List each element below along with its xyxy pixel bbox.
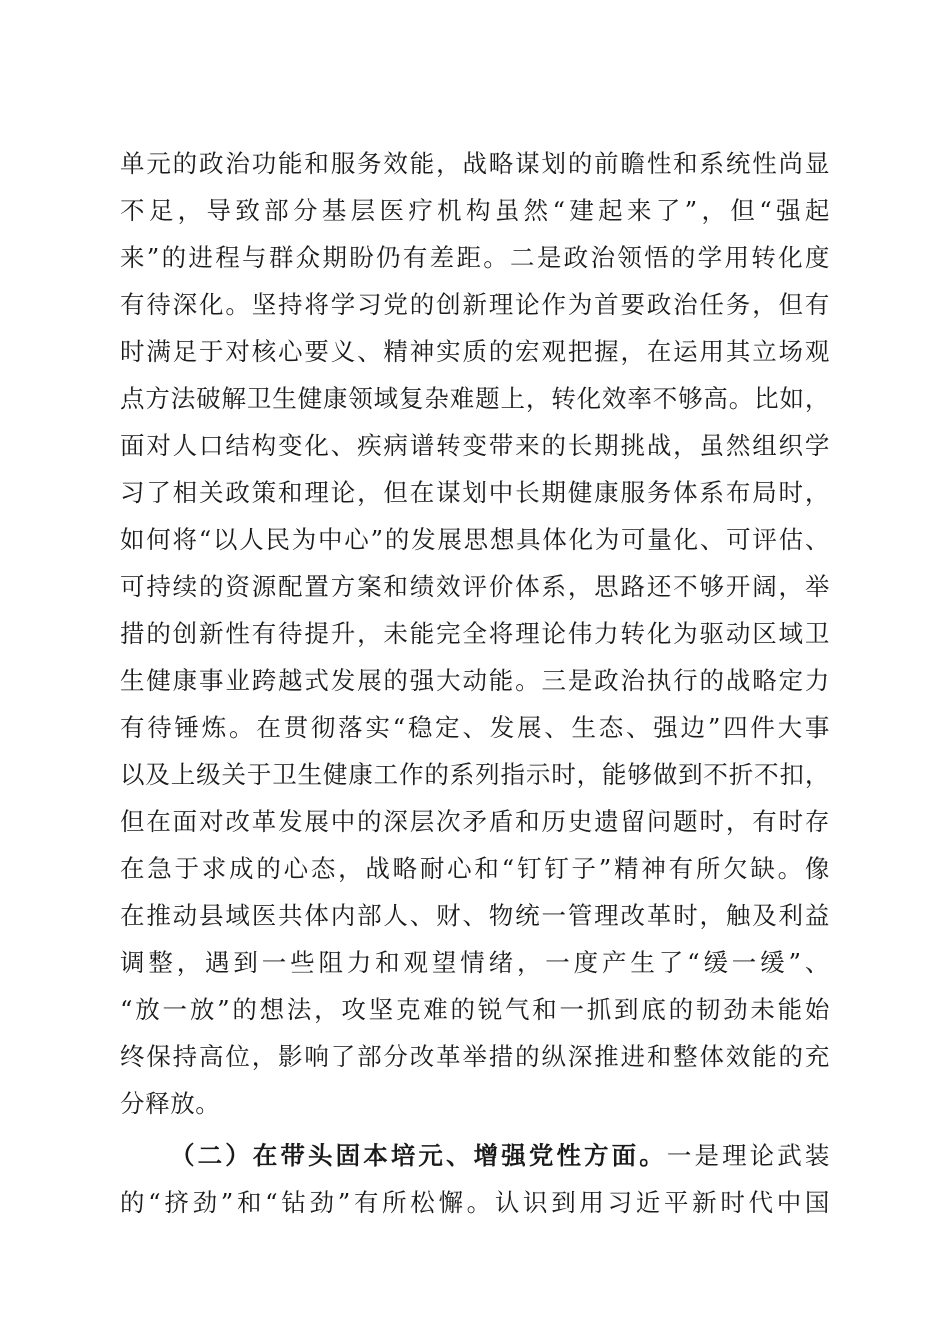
paragraph-line: 面对人口结构变化、疾病谱转变带来的长期挑战，虽然组织学 bbox=[120, 431, 830, 460]
paragraph-line: 终保持高位，影响了部分改革举措的纵深推进和整体效能的充 bbox=[120, 1042, 830, 1071]
paragraph-line: 有待锤炼。在贯彻落实“稳定、发展、生态、强边”四件大事 bbox=[120, 713, 830, 742]
paragraph-2 bbox=[120, 1132, 830, 1226]
heading-line-rest: 一是理论武装 bbox=[666, 1141, 830, 1170]
paragraph-line: 以及上级关于卫生健康工作的系列指示时，能够做到不折不扣， bbox=[120, 760, 830, 789]
paragraph-line: 来”的进程与群众期盼仍有差距。二是政治领悟的学用转化度 bbox=[120, 243, 830, 272]
paragraph-line: 习了相关政策和理论，但在谋划中长期健康服务体系布局时， bbox=[120, 478, 830, 507]
paragraph-line: “放一放”的想法，攻坚克难的锐气和一抓到底的韧劲未能始 bbox=[120, 995, 830, 1024]
paragraph-line: 时满足于对核心要义、精神实质的宏观把握，在运用其立场观 bbox=[120, 337, 830, 366]
paragraph-line: 点方法破解卫生健康领域复杂难题上，转化效率不够高。比如， bbox=[120, 384, 830, 413]
paragraph-line: 生健康事业跨越式发展的强大动能。三是政治执行的战略定力 bbox=[120, 666, 830, 695]
paragraph-line: 调整，遇到一些阻力和观望情绪，一度产生了“缓一缓”、 bbox=[120, 948, 830, 977]
paragraph-line bbox=[120, 1132, 830, 1179]
paragraph-line: 有待深化。坚持将学习党的创新理论作为首要政治任务，但有 bbox=[120, 290, 830, 319]
paragraph-line: 可持续的资源配置方案和绩效评价体系，思路还不够开阔，举 bbox=[120, 572, 830, 601]
paragraph-line: 的“挤劲”和“钻劲”有所松懈。认识到用习近平新时代中国 bbox=[120, 1188, 830, 1217]
section-heading: （二）在带头固本培元、增强党性方面。 bbox=[170, 1141, 667, 1170]
paragraph-line: 在急于求成的心态，战略耐心和“钉钉子”精神有所欠缺。像 bbox=[120, 854, 830, 883]
paragraph-line: 分释放。 bbox=[120, 1089, 221, 1118]
paragraph-1 bbox=[120, 140, 830, 1127]
paragraph-line: 单元的政治功能和服务效能，战略谋划的前瞻性和系统性尚显 bbox=[120, 149, 830, 178]
paragraph-line: 在推动县域医共体内部人、财、物统一管理改革时，触及利益 bbox=[120, 901, 830, 930]
paragraph-line: 不足，导致部分基层医疗机构虽然“建起来了”，但“强起 bbox=[120, 196, 830, 225]
document-body bbox=[120, 140, 830, 1226]
paragraph-line: 措的创新性有待提升，未能完全将理论伟力转化为驱动区域卫 bbox=[120, 619, 830, 648]
paragraph-line: 如何将“以人民为中心”的发展思想具体化为可量化、可评估、 bbox=[120, 525, 830, 554]
paragraph-line: 但在面对改革发展中的深层次矛盾和历史遗留问题时，有时存 bbox=[120, 807, 830, 836]
